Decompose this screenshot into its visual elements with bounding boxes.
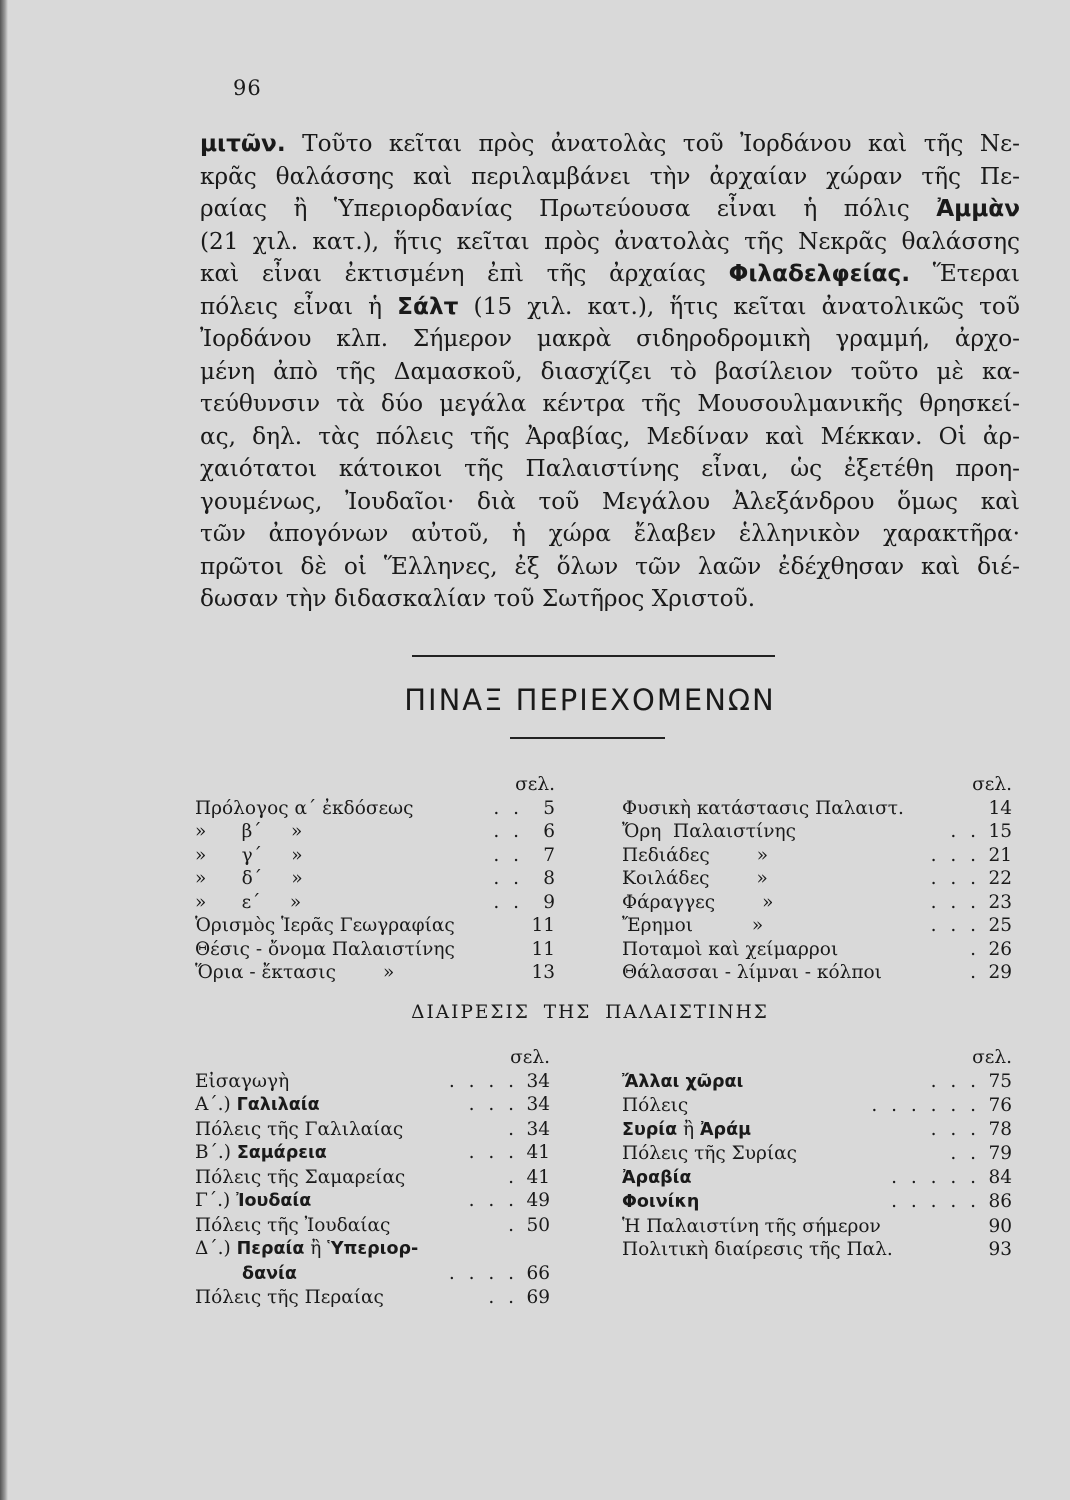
body-line [200,453,1020,486]
toc-entry-page: 78 [988,1118,1012,1140]
body-line [200,161,1020,194]
toc-entry-label: Κοιλάδες » [622,868,768,889]
toc-entry-label: Θάλασσαι - λίμναι - κόλποι [622,962,882,983]
toc-entry [622,844,1012,868]
toc-bold-term: Σαμάρεια [236,1143,327,1163]
text-run: καὶ εἶναι ἐκτισμένη ἐπὶ τῆς ἀρχαίας [200,260,729,287]
toc-entry-page: 34 [526,1070,550,1092]
section-heading: ΔΙΑΙΡΕΣΙΣ ΤΗΣ ΠΑΛΑΙΣΤΙΝΗΣ [411,1002,769,1023]
toc-entry-label [195,1070,289,1094]
toc-entry-page: 79 [988,1143,1012,1164]
toc-entry-label [622,1190,699,1215]
toc-entry [622,961,1012,985]
toc-text-run [195,1263,242,1284]
toc-entry-label: Πεδιάδες » [622,844,769,866]
toc-entry-page: 14 [988,797,1012,819]
toc-entry-dots: . . . . . [891,1166,980,1188]
body-line [200,551,1020,584]
page-abbr-header: σελ. [972,774,1012,795]
toc-entry [195,867,555,891]
body-line [200,128,1020,161]
toc-entry-page: 34 [526,1118,550,1140]
text-run: Ἕτεραι [910,260,1020,287]
toc-entry-label [622,1166,691,1191]
toc-entry [195,1189,550,1214]
toc-entry-label: Ὄρη Παλαιστίνης [622,821,796,842]
text-run: πρῶτοι δὲ οἱ Ἕλληνες, ἐξ ὅλων τῶν λαῶν ἐδέχθησαν καὶ διέ- [200,552,1020,580]
toc-entry-page: 11 [531,915,555,936]
toc-bold-term: Περαία [236,1239,305,1259]
toc-entry-label [622,1142,797,1166]
toc-entry-page: 11 [531,938,555,960]
toc-entry [622,891,1012,915]
toc-rule-bottom [510,737,665,739]
text-run: (21 χιλ. κατ.), ἥτις κεῖται πρὸς ἀνατολὰς τῆς Νεκρᾶς θαλάσσης [200,227,1020,255]
body-line [200,486,1020,519]
toc-entry [195,1070,550,1094]
toc-bold-term: Ἀράμ [700,1119,751,1140]
toc-entry-dots: . [508,1166,518,1188]
toc-entry-label [195,1189,311,1214]
toc-entry-page: 50 [526,1214,550,1236]
toc-entry-page: 15 [988,821,1012,842]
toc-entry-dots: . . . [468,1190,518,1211]
toc-entry [195,1118,550,1142]
toc-entry-dots: . . [493,868,523,889]
toc-entry-page: 69 [526,1287,550,1308]
toc-bold-term: Ἰουδαία [236,1191,312,1211]
toc-entry-label [622,1238,893,1262]
toc-entry-label: Ὅρια - ἔκτασις » [195,962,395,983]
toc-text-run: Δ΄.) [195,1238,237,1259]
toc-entry [195,1141,550,1166]
bold-term: μιτῶν. [200,130,286,157]
toc-entry [195,1237,550,1262]
toc-text-run: ἢ [677,1118,700,1140]
text-run: πόλεις εἶναι ἡ [200,292,398,320]
toc-entry-label [195,1166,405,1190]
toc-column-left-part1 [195,773,555,985]
body-line [200,193,1020,226]
toc-entry-dots: . . [493,891,523,913]
toc-text-run: Πόλεις τῆς Γαλιλαίας [195,1118,404,1140]
toc-entry [195,1286,550,1310]
toc-entry-page: 25 [988,915,1012,936]
body-line [200,356,1020,389]
toc-entry-label [622,1094,688,1118]
toc-entry-label [195,1214,390,1238]
toc-entry-page: 8 [543,868,555,889]
toc-entry-page: 23 [988,891,1012,913]
toc-entry [195,1166,550,1190]
toc-entry-dots: . . . [930,1070,980,1092]
body-line [200,388,1020,421]
toc-entry [195,844,555,868]
body-line [200,421,1020,454]
toc-entry-page: 7 [543,844,555,866]
toc-entry [195,797,555,821]
toc-entry-dots: . [970,938,980,960]
toc-text-run: Α΄.) [195,1094,237,1115]
toc-rule-top [412,655,775,657]
toc-entry [622,797,1012,821]
toc-text-run: Πόλεις τῆς Συρίας [622,1143,797,1164]
page-number: 96 [233,76,262,100]
bold-term: Φιλαδελφείας. [728,260,911,287]
body-line [200,583,1020,616]
toc-entry-page: 29 [988,962,1012,983]
toc-entry [195,820,555,844]
toc-entry [622,1238,1012,1262]
toc-entry [622,914,1012,938]
toc-entry-label [622,1118,751,1143]
toc-entry-page: 6 [543,821,555,842]
toc-column-left-part2 [195,1046,550,1310]
bold-term: Σάλτ [397,292,459,320]
text-run: μένη ἀπὸ τῆς Δαμασκοῦ, διασχίζει τὸ βασίλειον τοῦτο μὲ κα- [200,357,1020,385]
toc-bold-term: δανία [242,1263,297,1284]
toc-entry-dots: . . . [930,844,980,866]
toc-entry [195,1214,550,1238]
toc-entry-dots: . . . [930,868,980,889]
toc-text-run: Πόλεις τῆς Ἰουδαίας [195,1214,391,1236]
toc-entry-page: 75 [988,1070,1012,1092]
toc-entry-label [195,1118,403,1142]
toc-entry-dots: . . [493,821,523,842]
toc-entry-dots: . . . . . [891,1191,980,1212]
toc-entry [195,891,555,915]
toc-text-run: Γ΄.) [195,1190,237,1211]
toc-entry-label [195,1286,384,1310]
toc-entry-label: Φυσικὴ κατάστασις Παλαιστ. [622,797,904,819]
toc-bold-term: Ἄλλαι χῶραι [622,1071,744,1092]
toc-entry-label [622,1070,743,1095]
toc-entry [622,1070,1012,1095]
toc-entry-dots: . . . . [448,1262,518,1284]
toc-entry-label [195,1237,418,1262]
toc-entry-page: 66 [526,1262,550,1284]
toc-entry-label [622,1215,881,1239]
toc-entry [622,1142,1012,1166]
bold-term: Ἀμμὰν [936,195,1020,222]
toc-text-run: Πόλεις [622,1095,689,1116]
toc-entry-label: Φάραγγες » [622,891,774,913]
toc-text-run: Πόλεις τῆς Σαμαρείας [195,1166,406,1188]
toc-entry [622,867,1012,891]
toc-entry-page: 13 [531,962,555,983]
toc-entry-dots: . [508,1118,518,1140]
toc-bold-term: Γαλιλαία [236,1095,320,1115]
toc-entry-page: 41 [526,1142,550,1163]
toc-entry-dots: . . . [930,1118,980,1140]
toc-entry-label: » δ΄ » [195,868,303,889]
toc-text-run: Πολιτικὴ διαίρεσις τῆς Παλ. [622,1239,893,1260]
page-binding-edge [0,0,8,1500]
toc-entry [622,1094,1012,1118]
toc-entry-page: 22 [988,868,1012,889]
toc-entry [622,938,1012,962]
toc-bold-term: Ἀραβία [622,1167,692,1188]
toc-entry-dots: . . . . [448,1070,518,1092]
text-run: Τοῦτο κεῖται πρὸς ἀνατολὰς τοῦ Ἰορδάνου καὶ τῆς Νε- [285,130,1020,157]
body-line [200,291,1020,324]
toc-entry-page: 41 [526,1166,550,1188]
toc-entry-page: 5 [543,797,555,819]
toc-entry [195,1262,550,1287]
toc-entry-page: 26 [988,938,1012,960]
toc-text-run: Πόλεις τῆς Περαίας [195,1287,384,1308]
text-run: δωσαν τὴν διδασκαλίαν τοῦ Σωτῆρος Χριστοῦ. [200,585,756,612]
text-run: ας, δηλ. τὰς πόλεις τῆς Ἀραβίας, Μεδίναν καὶ Μέκκαν. Οἱ ἀρ- [200,422,1020,450]
toc-entry-dots: . . . [930,891,980,913]
page-abbr-header: σελ. [972,1047,1012,1068]
toc-entry-page: 76 [988,1095,1012,1116]
toc-entry-label: » β΄ » [195,821,303,842]
page-abbr-header: σελ. [515,774,555,795]
toc-entry-label [195,1141,327,1166]
toc-entry [622,820,1012,844]
toc-entry [622,1215,1012,1239]
toc-entry-page: 49 [526,1190,550,1211]
text-run: κρᾶς θαλάσσης καὶ περιλαμβάνει τὴν ἀρχαίαν χώραν τῆς Πε- [200,162,1020,190]
toc-entry-label: Ποταμοὶ καὶ χείμαρροι [622,938,839,960]
toc-entry-page: 34 [526,1094,550,1115]
body-paragraph [200,128,1020,616]
toc-entry-page: 86 [988,1191,1012,1212]
body-line [200,226,1020,259]
toc-entry-dots: . . . [468,1094,518,1115]
toc-entry-label: » γ΄ » [195,844,303,866]
body-line [200,323,1020,356]
toc-text-run: ἢ [304,1238,328,1259]
toc-entry [195,914,555,938]
toc-entry-page: 21 [988,844,1012,866]
text-run: τεύθυνσιν τὰ δύο μεγάλα κέντρα τῆς Μουσουλμανικῆς θρησκεί- [200,390,1020,417]
toc-entry [622,1166,1012,1191]
toc-entry-dots: . . [950,821,980,842]
body-line [200,258,1020,291]
toc-entry-dots: . . . [468,1142,518,1163]
toc-entry [195,961,555,985]
text-run: τῶν ἀπογόνων αὐτοῦ, ἡ χώρα ἔλαβεν ἑλληνικὸν χαρακτῆρα· [200,520,1020,547]
text-run: Ἰορδάνου κλπ. Σήμερον μακρὰ σιδηροδρομικὴ γραμμή, ἀρχο- [200,325,1020,352]
toc-entry-dots: . . . [930,915,980,936]
toc-column-right-part2 [622,1046,1012,1262]
toc-entry-page: 93 [988,1239,1012,1260]
toc-bold-term: Συρία [622,1119,678,1140]
toc-entry-page: 90 [988,1215,1012,1237]
toc-bold-term: Ὑπεριορ- [327,1239,419,1259]
toc-entry-page: 84 [988,1166,1012,1188]
toc-entry [195,1093,550,1118]
toc-entry-label: » ε΄ » [195,891,302,913]
toc-entry-label: Ἔρημοι » [622,915,764,936]
toc-entry-dots: . . [493,797,523,819]
text-run: γουμένως, Ἰουδαῖοι· διὰ τοῦ Μεγάλου Ἀλεξάνδρου ὅμως καὶ [200,487,1020,515]
toc-text-run: Ἡ Παλαιστίνη τῆς σήμερον [622,1215,881,1237]
toc-bold-term: Φοινίκη [622,1192,700,1212]
toc-entry-label: Θέσις - ὄνομα Παλαιστίνης [195,938,455,960]
toc-entry-dots: . . [488,1287,518,1308]
body-line [200,518,1020,551]
toc-text-run: Εἰσαγωγὴ [195,1070,290,1092]
text-run: ραίας ἢ Ὑπεριορδανίας Πρωτεύουσα εἶναι ἡ πόλις [200,195,937,222]
toc-entry-dots: . . . . . . [871,1095,980,1116]
text-run: (15 χιλ. κατ.), ἥτις κεῖται ἀνατολικῶς τοῦ [458,292,1020,320]
toc-entry-label [195,1093,320,1118]
toc-entry-label: Πρόλογος α΄ ἐκδόσεως [195,797,414,819]
toc-entry-dots: . [970,962,980,983]
toc-entry [195,938,555,962]
toc-entry-page: 9 [543,891,555,913]
page-abbr-header: σελ. [510,1047,550,1068]
toc-entry-dots: . [508,1214,518,1236]
toc-entry-label: Ὁρισμὸς Ἱερᾶς Γεωγραφίας [195,915,455,936]
toc-text-run: Β΄.) [195,1142,237,1163]
toc-entry [622,1118,1012,1143]
toc-entry-dots: . . [493,844,523,866]
toc-entry-dots: . . [950,1143,980,1164]
toc-column-right-part1 [622,773,1012,985]
text-run: χαιότατοι κάτοικοι τῆς Παλαιστίνης εἶναι, ὡς ἐξετέθη προη- [200,455,1020,482]
toc-entry-label [195,1262,297,1287]
toc-title: ΠΙΝΑΞ ΠΕΡΙΕΧΟΜΕΝΩΝ [404,683,776,717]
toc-entry [622,1190,1012,1215]
